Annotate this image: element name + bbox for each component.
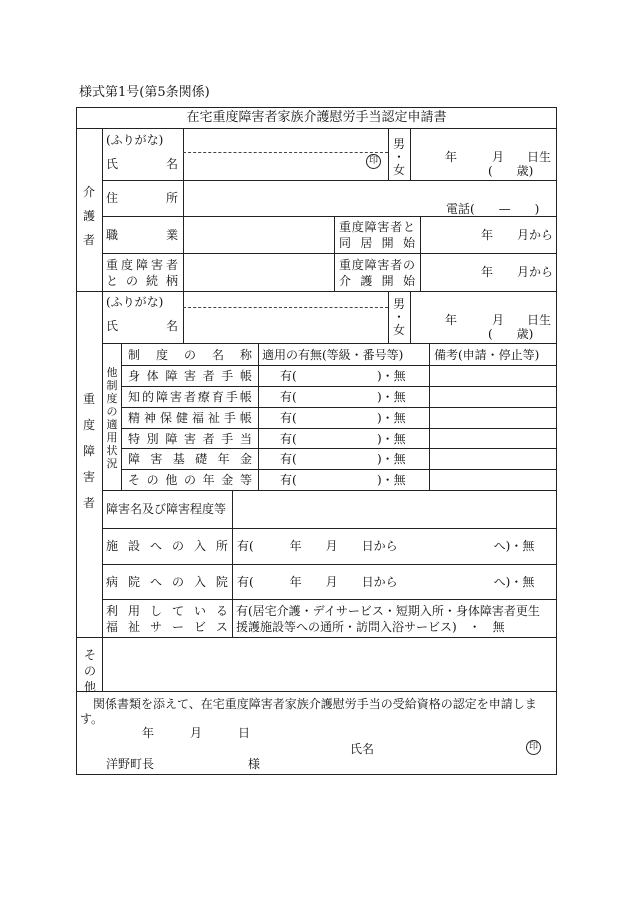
hospital-value[interactable]: 有( 年 月 日から へ)・無 (237, 575, 535, 589)
care-start-label-line1: 重 度 障 害 者 の (339, 258, 415, 272)
disabled-person-section-label: 重 度 障 害 者 (82, 392, 95, 510)
caregiver-address-label: 住 所 (106, 191, 178, 205)
seal-icon: 印 (366, 154, 381, 169)
system-yes[interactable]: 有( (280, 473, 297, 487)
disabled-sex-male[interactable]: 男 (393, 297, 406, 311)
system-no[interactable]: )・無 (377, 473, 406, 487)
system-remarks-header: 備考(申請・停止等) (434, 348, 540, 362)
system-no[interactable]: )・無 (377, 452, 406, 466)
care-start-label-line2: 介 護 開 始 (339, 274, 415, 288)
disabled-age: ( 歳) (488, 327, 534, 341)
service-value-line2[interactable]: 援護施設等への通所・訪問入浴サービス) ・ 無 (236, 620, 505, 634)
seal-icon: 印 (526, 740, 541, 755)
cohabit-label-line2: 同 居 開 始 (339, 236, 415, 250)
care-start-value[interactable]: 年 月から (481, 265, 554, 279)
system-name: 身 体 障 害 者 手 帳 (128, 369, 252, 383)
caregiver-age: ( 歳) (488, 164, 534, 178)
system-yes[interactable]: 有( (280, 452, 297, 466)
hospital-label: 病 院 へ の 入 院 (106, 575, 228, 589)
system-yes[interactable]: 有( (280, 390, 297, 404)
disabled-sex-dot: ・ (393, 310, 406, 324)
disabled-dob-month: 月 (492, 313, 505, 327)
cohabit-label-line1: 重 度 障 害 者 と (339, 220, 415, 234)
facility-label: 施 設 へ の 入 所 (106, 539, 228, 553)
system-name: 特 別 障 害 者 手 当 (128, 432, 252, 446)
disabled-dob-day: 日生 (527, 313, 552, 327)
form-title: 在宅重度障害者家族介護慰労手当認定申請書 (186, 110, 447, 125)
disability-label: 障害名及び障害程度等 (106, 502, 227, 516)
declaration-text-line1: 関係書類を添えて、在宅重度障害者家族介護慰労手当の受給資格の認定を申請しま (93, 697, 537, 711)
system-name: そ の 他 の 年 金 等 (128, 473, 252, 487)
system-name: 精 神 保 健 福 祉 手 帳 (128, 411, 252, 425)
caregiver-furigana-field[interactable] (186, 133, 384, 149)
declaration-text-line2: す。 (80, 712, 104, 726)
system-no[interactable]: )・無 (377, 390, 406, 404)
other-field[interactable] (106, 641, 552, 687)
service-label-line1: 利 用 し て い る (106, 604, 228, 618)
caregiver-sex-male[interactable]: 男 (393, 137, 406, 151)
caregiver-section-label: 介 護 者 (82, 185, 95, 247)
system-name: 障 害 基 礎 年 金 (128, 452, 252, 466)
relation-label-line2: と の 続 柄 (106, 274, 178, 288)
service-value-line1[interactable]: 有(居宅介護・デイサービス・短期入所・身体障害者更生 (236, 604, 540, 618)
system-yes[interactable]: 有( (280, 369, 297, 383)
system-yes[interactable]: 有( (280, 411, 297, 425)
disabled-furigana-label: (ふりがな) (106, 295, 164, 309)
disabled-furigana-field[interactable] (186, 294, 384, 306)
caregiver-dob-day: 日生 (527, 150, 552, 164)
disabled-name-field[interactable] (186, 311, 384, 339)
recipient: 洋野町長 (106, 757, 155, 771)
caregiver-name-field[interactable] (186, 156, 356, 176)
caregiver-phone: 電話( — ) (446, 202, 540, 216)
disability-field[interactable] (236, 494, 552, 524)
form-number: 様式第1号(第5条関係) (79, 85, 210, 100)
applicant-name-field[interactable] (380, 739, 520, 757)
relation-label-line1: 重 度 障 害 者 (106, 258, 178, 272)
disabled-dob-year: 年 (445, 313, 458, 327)
caregiver-dob-year: 年 (445, 150, 458, 164)
service-label-line2: 福 祉 サ ー ビ ス (106, 620, 228, 634)
other-systems-label: 他 制 度 の 適 用 状 況 (106, 366, 118, 470)
caregiver-name-label: 氏 名 (106, 157, 178, 171)
system-no[interactable]: )・無 (377, 432, 406, 446)
cohabit-value[interactable]: 年 月から (481, 228, 554, 242)
caregiver-dob-month: 月 (492, 150, 505, 164)
declaration-date[interactable]: 年 月 日 (142, 726, 251, 740)
system-no[interactable]: )・無 (377, 411, 406, 425)
caregiver-occupation-field[interactable] (186, 220, 330, 248)
disabled-name-label: 氏 名 (106, 319, 178, 333)
system-yes[interactable]: 有( (280, 432, 297, 446)
other-label: その 他 (83, 648, 96, 694)
applicant-name-label: 氏名 (350, 742, 375, 756)
system-no[interactable]: )・無 (377, 369, 406, 383)
system-applicable-header: 適用の有無(等級・番号等) (262, 348, 404, 362)
caregiver-occupation-label: 職 業 (106, 228, 178, 242)
caregiver-sex-female[interactable]: 女 (393, 163, 406, 177)
honorific: 様 (248, 757, 261, 771)
relation-field[interactable] (186, 257, 330, 287)
system-name: 知 的 障 害 者 療 育 手 帳 (128, 390, 252, 404)
disabled-sex-female[interactable]: 女 (393, 323, 406, 337)
system-name-header: 制 度 の 名 称 (128, 348, 252, 362)
caregiver-furigana-label: (ふりがな) (106, 133, 164, 147)
caregiver-sex-dot: ・ (393, 150, 406, 164)
facility-value[interactable]: 有( 年 月 日から へ)・無 (237, 539, 535, 553)
